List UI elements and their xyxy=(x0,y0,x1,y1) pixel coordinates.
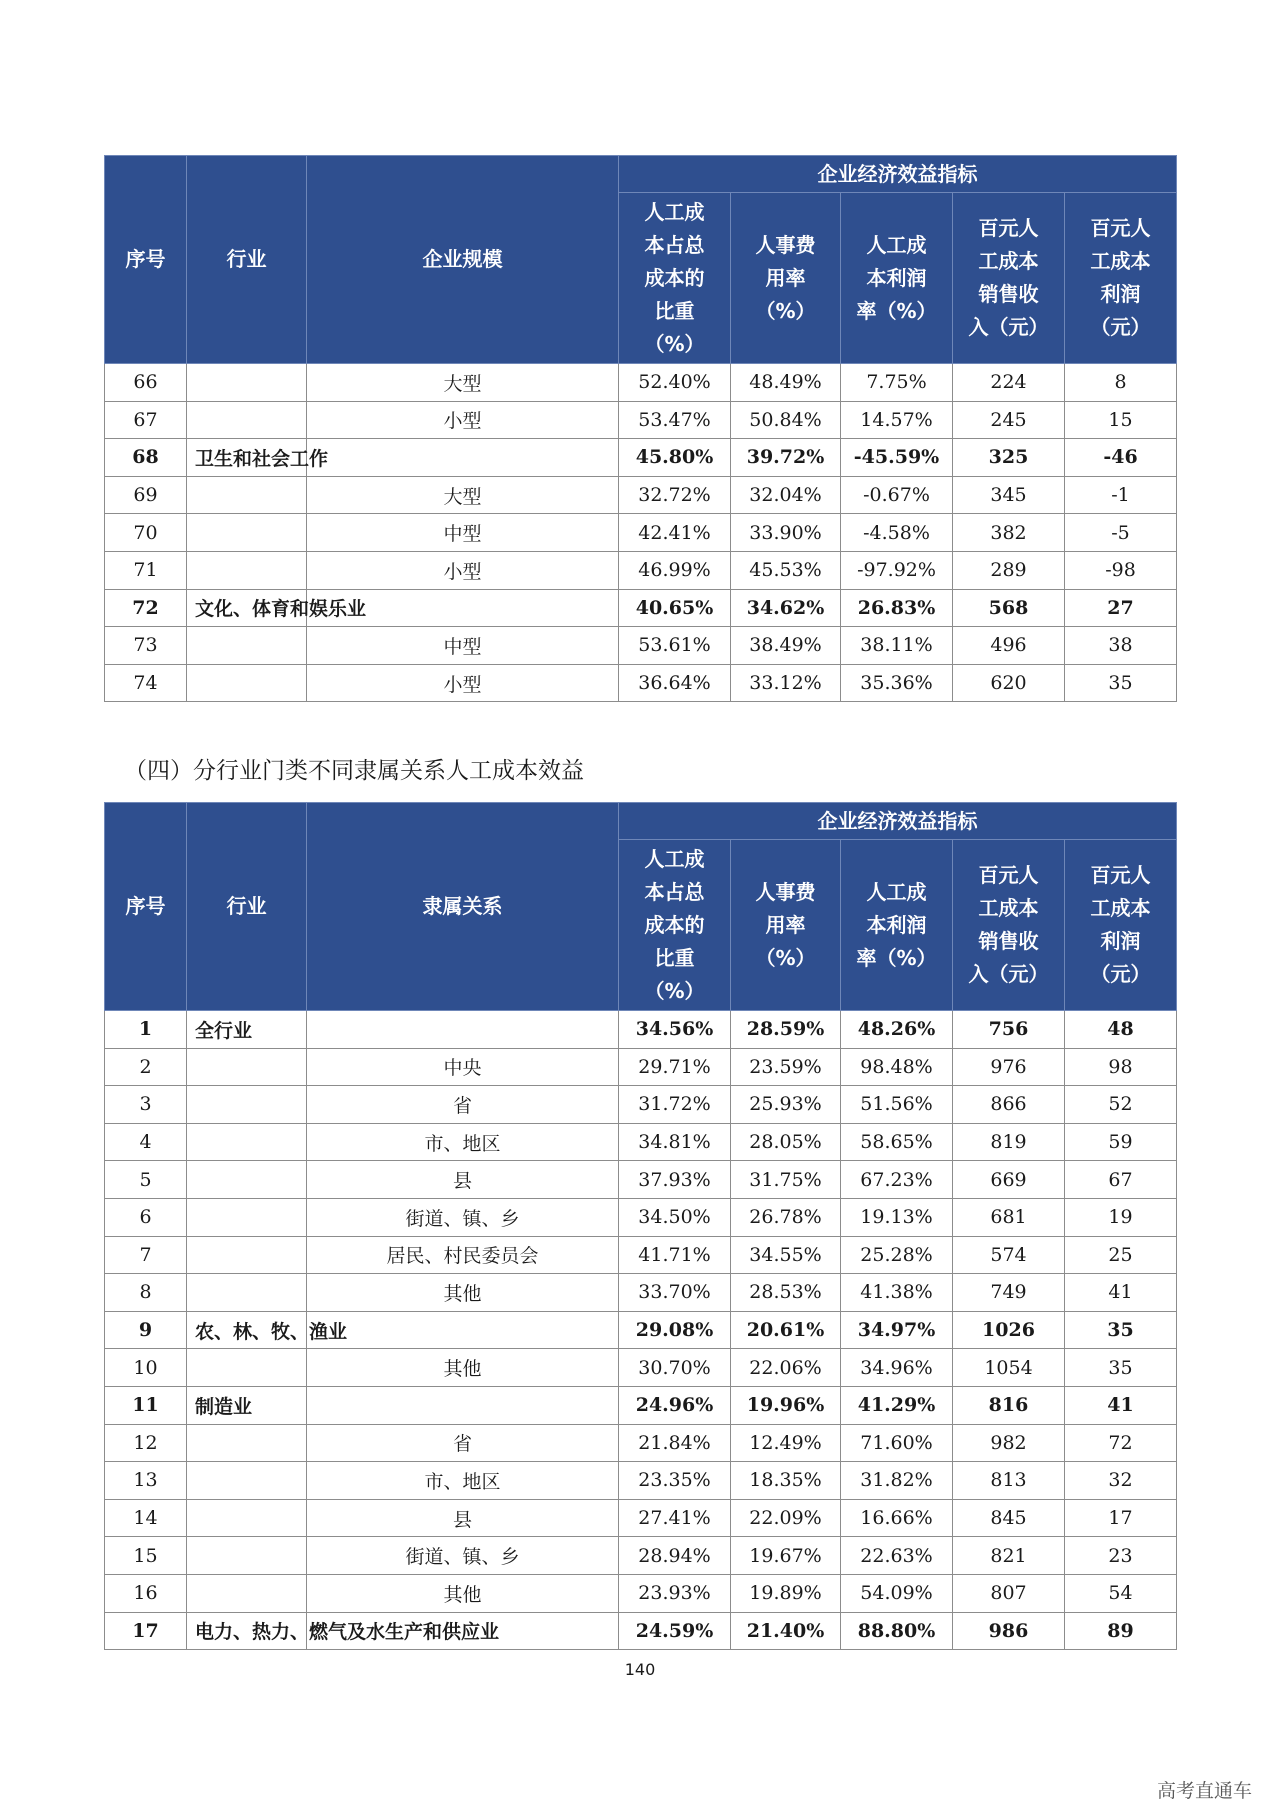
labor-cost-share-cell: 28.94% xyxy=(619,1537,731,1575)
labor-cost-share-cell: 21.84% xyxy=(619,1424,731,1462)
sales-per-100-cell: 986 xyxy=(953,1612,1065,1650)
labor-cost-profit-rate-cell: 41.29% xyxy=(841,1386,953,1424)
seq-cell: 14 xyxy=(105,1499,187,1537)
header-group-title: 企业经济效益指标 xyxy=(619,156,1177,193)
industry-cell: 电力、热力、燃气及水生产和供应业 xyxy=(187,1612,307,1650)
seq-cell: 1 xyxy=(105,1011,187,1049)
labor-cost-share-cell: 36.64% xyxy=(619,664,731,702)
personnel-expense-rate-cell: 23.59% xyxy=(731,1048,841,1086)
industry-cell xyxy=(187,1086,307,1124)
labor-cost-profit-rate-cell: 58.65% xyxy=(841,1123,953,1161)
profit-per-100-cell: 89 xyxy=(1065,1612,1177,1650)
sales-per-100-cell: 845 xyxy=(953,1499,1065,1537)
labor-cost-share-cell: 53.61% xyxy=(619,627,731,665)
labor-cost-share-cell: 24.96% xyxy=(619,1386,731,1424)
labor-cost-profit-rate-cell: 14.57% xyxy=(841,401,953,439)
table-row xyxy=(105,1011,1177,1049)
table-row xyxy=(105,1274,1177,1312)
labor-cost-share-cell: 29.08% xyxy=(619,1311,731,1349)
cost-efficiency-by-affiliation-table xyxy=(104,802,1177,1650)
personnel-expense-rate-cell: 20.61% xyxy=(731,1311,841,1349)
industry-cell xyxy=(187,1123,307,1161)
profit-per-100-cell: 8 xyxy=(1065,364,1177,402)
industry-cell xyxy=(187,1537,307,1575)
category-cell: 街道、镇、乡 xyxy=(307,1537,619,1575)
category-cell xyxy=(307,439,619,477)
labor-cost-share-cell: 41.71% xyxy=(619,1236,731,1274)
seq-cell: 8 xyxy=(105,1274,187,1312)
labor-cost-profit-rate-cell: 98.48% xyxy=(841,1048,953,1086)
table-row xyxy=(105,551,1177,589)
labor-cost-profit-rate-cell: 67.23% xyxy=(841,1161,953,1199)
category-cell: 市、地区 xyxy=(307,1462,619,1500)
category-cell: 省 xyxy=(307,1086,619,1124)
seq-cell: 71 xyxy=(105,551,187,589)
seq-cell: 74 xyxy=(105,664,187,702)
industry-cell xyxy=(187,551,307,589)
table-row xyxy=(105,627,1177,665)
personnel-expense-rate-cell: 25.93% xyxy=(731,1086,841,1124)
sales-per-100-cell: 382 xyxy=(953,514,1065,552)
industry-cell xyxy=(187,1349,307,1387)
profit-per-100-cell: -1 xyxy=(1065,476,1177,514)
header-personnel-expense-rate: 人事费 用率 （%） xyxy=(731,193,841,364)
table-row xyxy=(105,1048,1177,1086)
profit-per-100-cell: 41 xyxy=(1065,1274,1177,1312)
seq-cell: 66 xyxy=(105,364,187,402)
labor-cost-profit-rate-cell: 19.13% xyxy=(841,1198,953,1236)
table-row xyxy=(105,1349,1177,1387)
industry-cell xyxy=(187,1462,307,1500)
labor-cost-share-cell: 34.81% xyxy=(619,1123,731,1161)
seq-cell: 4 xyxy=(105,1123,187,1161)
seq-cell: 73 xyxy=(105,627,187,665)
category-cell xyxy=(307,1311,619,1349)
labor-cost-profit-rate-cell: 71.60% xyxy=(841,1424,953,1462)
table-row xyxy=(105,1311,1177,1349)
category-cell: 小型 xyxy=(307,401,619,439)
labor-cost-share-cell: 32.72% xyxy=(619,476,731,514)
personnel-expense-rate-cell: 38.49% xyxy=(731,627,841,665)
table-row xyxy=(105,1499,1177,1537)
table-row xyxy=(105,1424,1177,1462)
sales-per-100-cell: 866 xyxy=(953,1086,1065,1124)
page-number: 140 xyxy=(624,1660,656,1679)
seq-cell: 69 xyxy=(105,476,187,514)
profit-per-100-cell: 17 xyxy=(1065,1499,1177,1537)
personnel-expense-rate-cell: 19.67% xyxy=(731,1537,841,1575)
labor-cost-share-cell: 45.80% xyxy=(619,439,731,477)
industry-cell xyxy=(187,1236,307,1274)
labor-cost-profit-rate-cell: -0.67% xyxy=(841,476,953,514)
table-header xyxy=(105,156,1177,364)
industry-cell: 文化、体育和娱乐业 xyxy=(187,589,307,627)
labor-cost-profit-rate-cell: 25.28% xyxy=(841,1236,953,1274)
table-row xyxy=(105,1236,1177,1274)
table-row xyxy=(105,1574,1177,1612)
industry-cell xyxy=(187,401,307,439)
industry-cell xyxy=(187,364,307,402)
table-row xyxy=(105,514,1177,552)
labor-cost-profit-rate-cell: 41.38% xyxy=(841,1274,953,1312)
header-labor-cost-profit-rate: 人工成 本利润 率（%） xyxy=(841,840,953,1011)
personnel-expense-rate-cell: 34.62% xyxy=(731,589,841,627)
profit-per-100-cell: -46 xyxy=(1065,439,1177,477)
category-cell: 县 xyxy=(307,1499,619,1537)
personnel-expense-rate-cell: 18.35% xyxy=(731,1462,841,1500)
seq-cell: 16 xyxy=(105,1574,187,1612)
header-profit-per-100-labor-cost: 百元人 工成本 利润 （元） xyxy=(1065,840,1177,1011)
seq-cell: 17 xyxy=(105,1612,187,1650)
labor-cost-profit-rate-cell: -45.59% xyxy=(841,439,953,477)
header-category: 企业规模 xyxy=(307,156,619,364)
table-row xyxy=(105,1612,1177,1650)
personnel-expense-rate-cell: 12.49% xyxy=(731,1424,841,1462)
table-row xyxy=(105,664,1177,702)
sales-per-100-cell: 574 xyxy=(953,1236,1065,1274)
sales-per-100-cell: 1054 xyxy=(953,1349,1065,1387)
profit-per-100-cell: 98 xyxy=(1065,1048,1177,1086)
category-cell: 街道、镇、乡 xyxy=(307,1198,619,1236)
labor-cost-share-cell: 31.72% xyxy=(619,1086,731,1124)
personnel-expense-rate-cell: 50.84% xyxy=(731,401,841,439)
seq-cell: 67 xyxy=(105,401,187,439)
industry-cell: 卫生和社会工作 xyxy=(187,439,307,477)
industry-cell xyxy=(187,476,307,514)
personnel-expense-rate-cell: 48.49% xyxy=(731,364,841,402)
category-cell: 中型 xyxy=(307,627,619,665)
category-cell: 其他 xyxy=(307,1349,619,1387)
personnel-expense-rate-cell: 39.72% xyxy=(731,439,841,477)
labor-cost-profit-rate-cell: 22.63% xyxy=(841,1537,953,1575)
sales-per-100-cell: 289 xyxy=(953,551,1065,589)
profit-per-100-cell: 48 xyxy=(1065,1011,1177,1049)
profit-per-100-cell: -5 xyxy=(1065,514,1177,552)
header-category: 隶属关系 xyxy=(307,803,619,1011)
profit-per-100-cell: 32 xyxy=(1065,1462,1177,1500)
header-personnel-expense-rate: 人事费 用率 （%） xyxy=(731,840,841,1011)
profit-per-100-cell: 59 xyxy=(1065,1123,1177,1161)
profit-per-100-cell: 38 xyxy=(1065,627,1177,665)
seq-cell: 10 xyxy=(105,1349,187,1387)
profit-per-100-cell: 67 xyxy=(1065,1161,1177,1199)
profit-per-100-cell: 35 xyxy=(1065,1311,1177,1349)
sales-per-100-cell: 816 xyxy=(953,1386,1065,1424)
seq-cell: 68 xyxy=(105,439,187,477)
personnel-expense-rate-cell: 22.06% xyxy=(731,1349,841,1387)
personnel-expense-rate-cell: 32.04% xyxy=(731,476,841,514)
personnel-expense-rate-cell: 19.89% xyxy=(731,1574,841,1612)
profit-per-100-cell: 52 xyxy=(1065,1086,1177,1124)
industry-cell xyxy=(187,1574,307,1612)
personnel-expense-rate-cell: 21.40% xyxy=(731,1612,841,1650)
labor-cost-share-cell: 30.70% xyxy=(619,1349,731,1387)
labor-cost-share-cell: 53.47% xyxy=(619,401,731,439)
labor-cost-profit-rate-cell: 26.83% xyxy=(841,589,953,627)
personnel-expense-rate-cell: 33.12% xyxy=(731,664,841,702)
sales-per-100-cell: 982 xyxy=(953,1424,1065,1462)
header-seq: 序号 xyxy=(105,156,187,364)
table-row xyxy=(105,364,1177,402)
seq-cell: 6 xyxy=(105,1198,187,1236)
labor-cost-profit-rate-cell: 34.96% xyxy=(841,1349,953,1387)
labor-cost-profit-rate-cell: 48.26% xyxy=(841,1011,953,1049)
category-cell: 小型 xyxy=(307,551,619,589)
table-row xyxy=(105,1537,1177,1575)
category-cell: 大型 xyxy=(307,476,619,514)
header-labor-cost-share: 人工成 本占总 成本的 比重 （%） xyxy=(619,840,731,1011)
seq-cell: 12 xyxy=(105,1424,187,1462)
labor-cost-share-cell: 24.59% xyxy=(619,1612,731,1650)
profit-per-100-cell: 23 xyxy=(1065,1537,1177,1575)
industry-cell xyxy=(187,1274,307,1312)
industry-cell xyxy=(187,664,307,702)
labor-cost-share-cell: 37.93% xyxy=(619,1161,731,1199)
labor-cost-share-cell: 29.71% xyxy=(619,1048,731,1086)
table-row xyxy=(105,401,1177,439)
table-row xyxy=(105,1161,1177,1199)
table-row xyxy=(105,439,1177,477)
sales-per-100-cell: 756 xyxy=(953,1011,1065,1049)
category-cell: 其他 xyxy=(307,1274,619,1312)
category-cell: 大型 xyxy=(307,364,619,402)
sales-per-100-cell: 1026 xyxy=(953,1311,1065,1349)
header-sales-per-100-labor-cost: 百元人 工成本 销售收 入（元） xyxy=(953,193,1065,364)
personnel-expense-rate-cell: 26.78% xyxy=(731,1198,841,1236)
sales-per-100-cell: 669 xyxy=(953,1161,1065,1199)
industry-cell: 全行业 xyxy=(187,1011,307,1049)
profit-per-100-cell: 27 xyxy=(1065,589,1177,627)
category-cell: 中型 xyxy=(307,514,619,552)
sales-per-100-cell: 807 xyxy=(953,1574,1065,1612)
sales-per-100-cell: 976 xyxy=(953,1048,1065,1086)
personnel-expense-rate-cell: 28.59% xyxy=(731,1011,841,1049)
category-cell: 县 xyxy=(307,1161,619,1199)
seq-cell: 9 xyxy=(105,1311,187,1349)
sales-per-100-cell: 496 xyxy=(953,627,1065,665)
labor-cost-share-cell: 33.70% xyxy=(619,1274,731,1312)
labor-cost-share-cell: 34.56% xyxy=(619,1011,731,1049)
labor-cost-profit-rate-cell: 34.97% xyxy=(841,1311,953,1349)
labor-cost-profit-rate-cell: -4.58% xyxy=(841,514,953,552)
table-row xyxy=(105,589,1177,627)
seq-cell: 13 xyxy=(105,1462,187,1500)
industry-cell xyxy=(187,1499,307,1537)
table-header xyxy=(105,803,1177,1011)
labor-cost-profit-rate-cell: 51.56% xyxy=(841,1086,953,1124)
labor-cost-profit-rate-cell: 31.82% xyxy=(841,1462,953,1500)
header-group-title: 企业经济效益指标 xyxy=(619,803,1177,840)
labor-cost-share-cell: 23.93% xyxy=(619,1574,731,1612)
header-industry: 行业 xyxy=(187,803,307,1011)
header-profit-per-100-labor-cost: 百元人 工成本 利润 （元） xyxy=(1065,193,1177,364)
labor-cost-share-cell: 46.99% xyxy=(619,551,731,589)
header-industry: 行业 xyxy=(187,156,307,364)
sales-per-100-cell: 749 xyxy=(953,1274,1065,1312)
category-cell xyxy=(307,1011,619,1049)
labor-cost-profit-rate-cell: 35.36% xyxy=(841,664,953,702)
profit-per-100-cell: 72 xyxy=(1065,1424,1177,1462)
seq-cell: 72 xyxy=(105,589,187,627)
seq-cell: 2 xyxy=(105,1048,187,1086)
table-row xyxy=(105,1386,1177,1424)
labor-cost-share-cell: 42.41% xyxy=(619,514,731,552)
labor-cost-share-cell: 23.35% xyxy=(619,1462,731,1500)
table-row xyxy=(105,1123,1177,1161)
labor-cost-share-cell: 52.40% xyxy=(619,364,731,402)
header-labor-cost-share: 人工成 本占总 成本的 比重 （%） xyxy=(619,193,731,364)
sales-per-100-cell: 681 xyxy=(953,1198,1065,1236)
personnel-expense-rate-cell: 45.53% xyxy=(731,551,841,589)
sales-per-100-cell: 325 xyxy=(953,439,1065,477)
labor-cost-profit-rate-cell: 88.80% xyxy=(841,1612,953,1650)
profit-per-100-cell: 25 xyxy=(1065,1236,1177,1274)
category-cell: 省 xyxy=(307,1424,619,1462)
cost-efficiency-by-scale-table xyxy=(104,155,1177,702)
industry-cell xyxy=(187,1161,307,1199)
seq-cell: 15 xyxy=(105,1537,187,1575)
sales-per-100-cell: 224 xyxy=(953,364,1065,402)
watermark-text: 高考直通车 xyxy=(1156,1780,1252,1802)
category-cell: 中央 xyxy=(307,1048,619,1086)
seq-cell: 7 xyxy=(105,1236,187,1274)
profit-per-100-cell: 15 xyxy=(1065,401,1177,439)
category-cell: 小型 xyxy=(307,664,619,702)
table-row xyxy=(105,1462,1177,1500)
seq-cell: 5 xyxy=(105,1161,187,1199)
industry-cell xyxy=(187,1198,307,1236)
sales-per-100-cell: 568 xyxy=(953,589,1065,627)
category-cell: 市、地区 xyxy=(307,1123,619,1161)
labor-cost-profit-rate-cell: 16.66% xyxy=(841,1499,953,1537)
table-row xyxy=(105,1086,1177,1124)
seq-cell: 70 xyxy=(105,514,187,552)
personnel-expense-rate-cell: 22.09% xyxy=(731,1499,841,1537)
category-cell: 居民、村民委员会 xyxy=(307,1236,619,1274)
table-row xyxy=(105,476,1177,514)
sales-per-100-cell: 245 xyxy=(953,401,1065,439)
table-body xyxy=(105,364,1177,702)
personnel-expense-rate-cell: 33.90% xyxy=(731,514,841,552)
personnel-expense-rate-cell: 28.05% xyxy=(731,1123,841,1161)
section-title: （四）分行业门类不同隶属关系人工成本效益 xyxy=(124,758,584,784)
sales-per-100-cell: 819 xyxy=(953,1123,1065,1161)
sales-per-100-cell: 345 xyxy=(953,476,1065,514)
sales-per-100-cell: 821 xyxy=(953,1537,1065,1575)
profit-per-100-cell: 35 xyxy=(1065,1349,1177,1387)
personnel-expense-rate-cell: 28.53% xyxy=(731,1274,841,1312)
header-sales-per-100-labor-cost: 百元人 工成本 销售收 入（元） xyxy=(953,840,1065,1011)
category-cell xyxy=(307,1386,619,1424)
sales-per-100-cell: 813 xyxy=(953,1462,1065,1500)
seq-cell: 11 xyxy=(105,1386,187,1424)
profit-per-100-cell: 19 xyxy=(1065,1198,1177,1236)
labor-cost-profit-rate-cell: 54.09% xyxy=(841,1574,953,1612)
profit-per-100-cell: 54 xyxy=(1065,1574,1177,1612)
profit-per-100-cell: 35 xyxy=(1065,664,1177,702)
category-cell: 其他 xyxy=(307,1574,619,1612)
personnel-expense-rate-cell: 19.96% xyxy=(731,1386,841,1424)
sales-per-100-cell: 620 xyxy=(953,664,1065,702)
personnel-expense-rate-cell: 31.75% xyxy=(731,1161,841,1199)
industry-cell: 制造业 xyxy=(187,1386,307,1424)
labor-cost-share-cell: 34.50% xyxy=(619,1198,731,1236)
industry-cell xyxy=(187,514,307,552)
profit-per-100-cell: -98 xyxy=(1065,551,1177,589)
header-seq: 序号 xyxy=(105,803,187,1011)
personnel-expense-rate-cell: 34.55% xyxy=(731,1236,841,1274)
industry-cell xyxy=(187,1424,307,1462)
seq-cell: 3 xyxy=(105,1086,187,1124)
profit-per-100-cell: 41 xyxy=(1065,1386,1177,1424)
table-row xyxy=(105,1198,1177,1236)
table-body xyxy=(105,1011,1177,1650)
industry-cell xyxy=(187,627,307,665)
industry-cell: 农、林、牧、渔业 xyxy=(187,1311,307,1349)
labor-cost-profit-rate-cell: 7.75% xyxy=(841,364,953,402)
labor-cost-share-cell: 27.41% xyxy=(619,1499,731,1537)
header-labor-cost-profit-rate: 人工成 本利润 率（%） xyxy=(841,193,953,364)
industry-cell xyxy=(187,1048,307,1086)
labor-cost-share-cell: 40.65% xyxy=(619,589,731,627)
labor-cost-profit-rate-cell: 38.11% xyxy=(841,627,953,665)
labor-cost-profit-rate-cell: -97.92% xyxy=(841,551,953,589)
